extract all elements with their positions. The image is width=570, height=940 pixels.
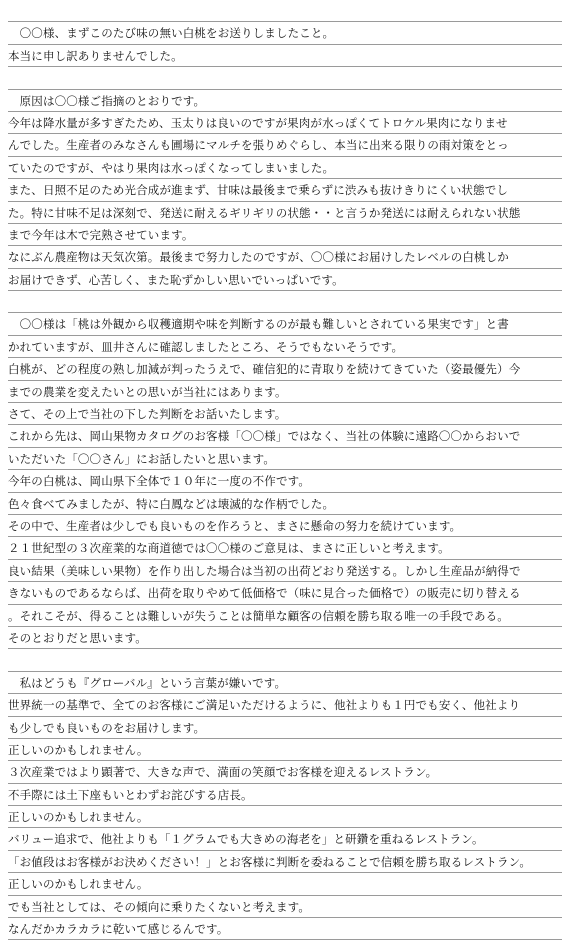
blank-line bbox=[8, 291, 562, 313]
text-line: 〇〇様は「桃は外観から収穫適期や味を判断するのが最も難しいとされている果実です」と書 bbox=[8, 313, 562, 335]
text-line: バリュー追求で、他社よりも「１グラムでも大きめの海老を」と研鑽を重ねるレストラン。 bbox=[8, 828, 562, 850]
text-line: なんだかカラカラに乾いて感じるんです。 bbox=[8, 918, 562, 940]
text-line: 良い結果（美味しい果物）を作り出した場合は当初の出荷どおり発送する。しかし生産品が納得で bbox=[8, 560, 562, 582]
text-line: かれていますが、皿井さんに確認しましたところ、そうでもないそうです。 bbox=[8, 336, 562, 358]
text-line: でも当社としては、その傾向に乗りたくないと考えます。 bbox=[8, 896, 562, 918]
text-line: 今年の白桃は、岡山県下全体で１０年に一度の不作です。 bbox=[8, 470, 562, 492]
text-line: 原因は〇〇様ご指摘のとおりです。 bbox=[8, 90, 562, 112]
text-line: 正しいのかもしれません。 bbox=[8, 739, 562, 761]
text-line: 。それこそが、得ることは難しいが失うことは簡単な顧客の信頼を勝ち取る唯一の手段である。 bbox=[8, 605, 562, 627]
text-line: 「お値段はお客様がお決めください！」とお客様に判断を委ねることで信頼を勝ち取るレストラン。 bbox=[8, 851, 562, 873]
text-line: 世界統一の基準で、全てのお客様にご満足いただけるように、他社よりも１円でも安く、他社より bbox=[8, 694, 562, 716]
text-line: も少しでも良いものをお届けします。 bbox=[8, 717, 562, 739]
text-line: 〇〇様、まずこのたび味の無い白桃をお送りしましたこと。 bbox=[8, 22, 562, 44]
text-line: これから先は、岡山果物カタログのお客様「〇〇様」ではなく、当社の体験に遠路〇〇からおいで bbox=[8, 425, 562, 447]
blank-line bbox=[8, 649, 562, 671]
text-line: その中で、生産者は少しでも良いものを作ろうと、まさに懸命の努力を続けています。 bbox=[8, 515, 562, 537]
text-line: お届けできず、心苦しく、また恥ずかしい思いでいっぱいです。 bbox=[8, 269, 562, 291]
text-line: 正しいのかもしれません。 bbox=[8, 806, 562, 828]
text-line: 不手際には土下座もいとわずお詫びする店長。 bbox=[8, 784, 562, 806]
text-line: ていたのですが、やはり果肉は水っぽくなってしまいました。 bbox=[8, 157, 562, 179]
text-line: また、日照不足のため光合成が進まず、甘味は最後まで乗らずに渋みも抜けきりにくい状態でし bbox=[8, 179, 562, 201]
blank-line bbox=[8, 67, 562, 89]
text-line: 色々食べてみましたが、特に白鳳などは壊滅的な作柄でした。 bbox=[8, 493, 562, 515]
blank-line bbox=[8, 0, 562, 22]
text-line: さて、その上で当社の下した判断をお話いたします。 bbox=[8, 403, 562, 425]
text-line: ２１世紀型の３次産業的な商道徳では〇〇様のご意見は、まさに正しいと考えます。 bbox=[8, 537, 562, 559]
text-line: まで今年は木で完熟させています。 bbox=[8, 224, 562, 246]
text-line: 正しいのかもしれません。 bbox=[8, 873, 562, 895]
text-line: までの農業を変えたいとの思いが当社にはあります。 bbox=[8, 381, 562, 403]
text-line: そのとおりだと思います。 bbox=[8, 627, 562, 649]
text-line: 本当に申し訳ありませんでした。 bbox=[8, 45, 562, 67]
text-line: 私はどうも『グローバル』という言葉が嫌いです。 bbox=[8, 672, 562, 694]
text-line: 今年は降水量が多すぎたため、玉太りは良いのですが果肉が水っぽくてトロケル果肉になりませ bbox=[8, 112, 562, 134]
text-line: なにぶん農産物は天気次第。最後まで努力したのですが、〇〇様にお届けしたレベルの白桃しか bbox=[8, 246, 562, 268]
text-line: きないものであるならば、出荷を取りやめて低価格で（味に見合った価格で）の販売に切り替える bbox=[8, 582, 562, 604]
text-line: た。特に甘味不足は深刻で、発送に耐えるギリギリの状態・・と言うか発送には耐えられない状態 bbox=[8, 202, 562, 224]
text-line: ３次産業ではより顕著で、大きな声で、満面の笑顔でお客様を迎えるレストラン。 bbox=[8, 761, 562, 783]
text-line: 白桃が、どの程度の熟し加減が判ったうえで、確信犯的に青取りを続けてきていた（姿最優先）今 bbox=[8, 358, 562, 380]
text-line: いただいた「〇〇さん」にお話したいと思います。 bbox=[8, 448, 562, 470]
text-line: んでした。生産者のみなさんも圃場にマルチを張りめぐらし、本当に出来る限りの雨対策をとっ bbox=[8, 134, 562, 156]
